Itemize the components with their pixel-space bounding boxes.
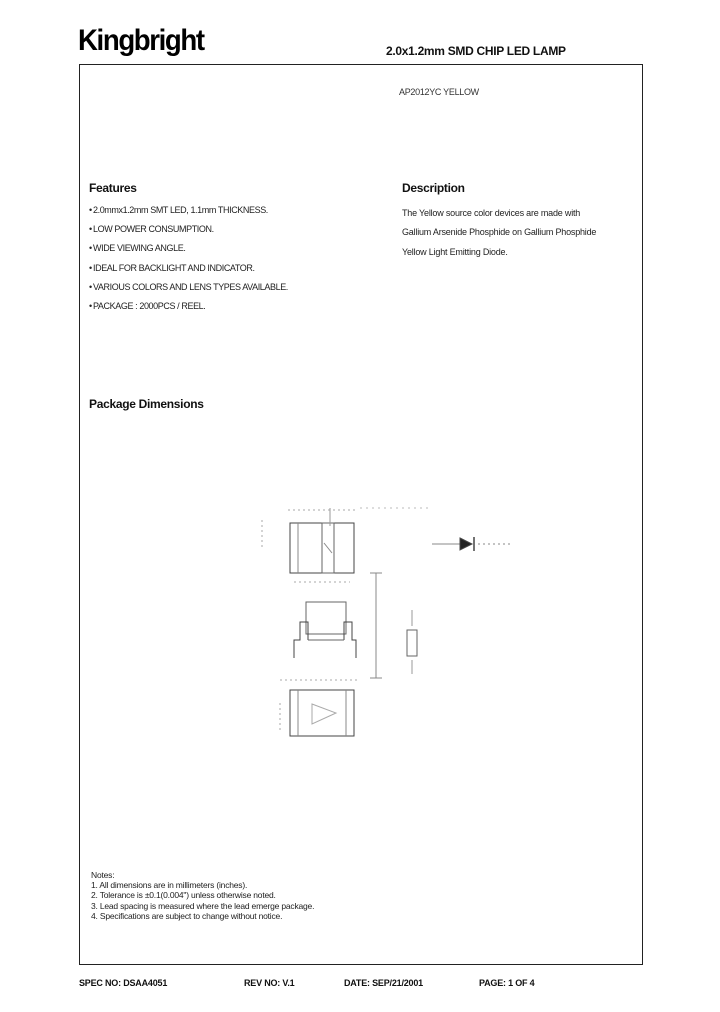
feature-item: •WIDE VIEWING ANGLE. [89,243,186,254]
page-number: PAGE: 1 OF 4 [479,978,535,988]
diode-symbol [460,538,472,550]
package-dimensions-heading: Package Dimensions [89,397,204,411]
bullet-icon: • [89,262,92,273]
feature-item: •PACKAGE : 2000PCS / REEL. [89,300,206,311]
revision-number: REV NO: V.1 [244,978,295,988]
package-dimensions-drawing [250,498,520,748]
description-text [402,204,632,262]
feature-item: •2.0mmx1.2mm SMT LED, 1.1mm THICKNESS. [89,205,268,215]
document-title: 2.0x1.2mm SMD CHIP LED LAMP [386,44,566,58]
features-heading: Features [89,181,137,195]
bullet-icon: • [89,243,92,254]
spec-number: SPEC NO: DSAA4051 [79,978,168,988]
note-item: 1. All dimensions are in millimeters (inches). [91,880,248,891]
bullet-icon: • [89,300,92,311]
notes-section [91,870,314,921]
feature-item: •VARIOUS COLORS AND LENS TYPES AVAILABLE. [89,281,288,292]
feature-item: •LOW POWER CONSUMPTION. [89,224,214,235]
feature-item: •IDEAL FOR BACKLIGHT AND INDICATOR. [89,262,255,273]
note-item: 3. Lead spacing is measured where the lead emerge package. [91,900,315,911]
notes-heading: Notes: [91,870,115,880]
bullet-icon: • [89,224,92,235]
note-item: 4. Specifications are subject to change without notice. [91,910,283,921]
part-number: AP2012YC YELLOW [399,87,479,97]
description-heading: Description [402,181,465,195]
description-line: Yellow Light Emitting Diode. [402,246,508,257]
features-list [89,204,288,319]
kingbright-logo: Kingbright [78,24,204,57]
bullet-icon: • [89,281,92,292]
bullet-icon: • [89,205,92,215]
description-line: The Yellow source color devices are made with [402,208,581,218]
description-line: Gallium Arsenide Phosphide on Gallium Phosphide [402,227,597,238]
document-date: DATE: SEP/21/2001 [344,978,423,988]
note-item: 2. Tolerance is ±0.1(0.004") unless otherwise noted. [91,890,276,901]
